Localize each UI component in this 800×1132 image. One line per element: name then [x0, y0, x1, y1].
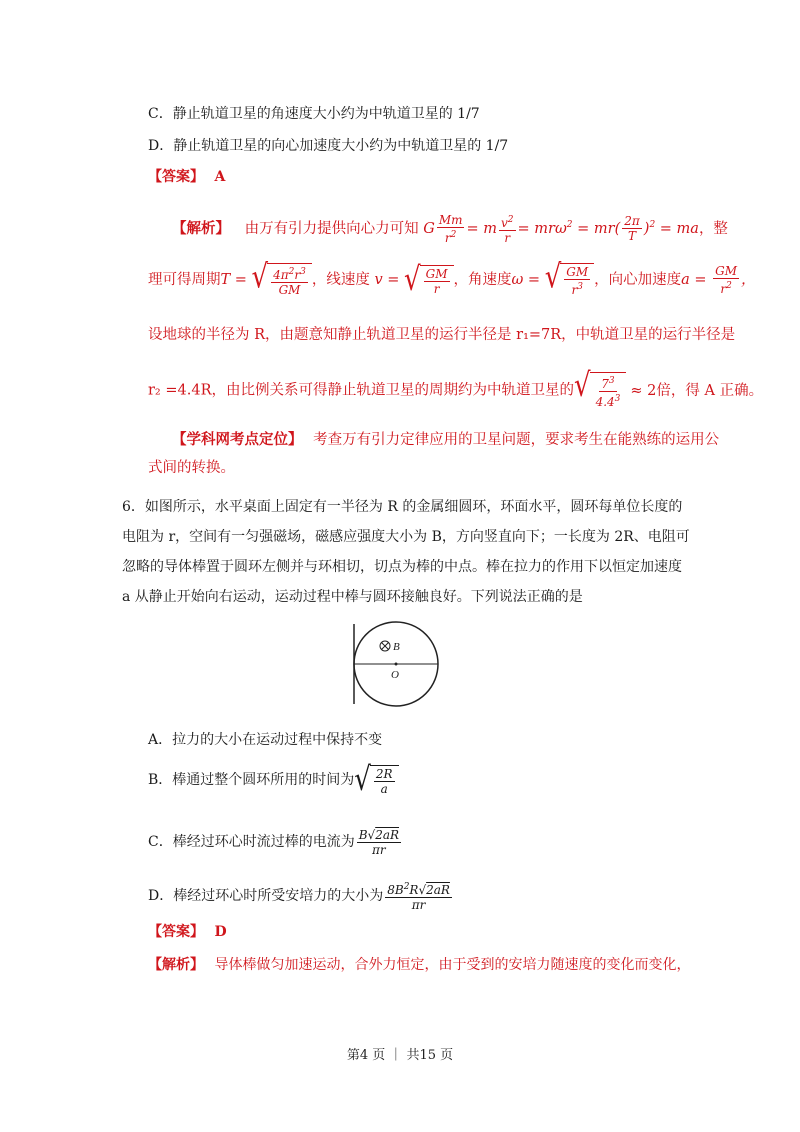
formula-time: √ $\frac{2R}{a}$	[354, 772, 398, 788]
answer-value: D	[214, 924, 227, 940]
answer-value: A	[214, 169, 226, 185]
q5-option-d: D．静止轨道卫星的向心加速度大小约为中轨道卫星的 1/7	[148, 138, 509, 154]
option-c-text: C．棒经过环心时流过棒的电流为	[148, 834, 355, 850]
formula-velocity: v = √ $\frac{GM}{r}$	[370, 272, 454, 288]
location-tag: 【学科网考点定位】	[172, 431, 303, 448]
q5-location-line-2: 式间的转换。	[148, 460, 235, 476]
q5-analysis-line-3: 设地球的半径为 R，由题意知静止轨道卫星的运行半径是 r₁=7R，中轨道卫星的运行半径是	[148, 327, 736, 343]
q6-option-c	[148, 822, 403, 862]
option-b-text: B．棒通过整个圆环所用的时间为	[148, 772, 355, 788]
q5-analysis-line-4	[148, 367, 764, 409]
q5-analysis-line-2	[148, 258, 756, 299]
analysis-text: ，向心加速度	[594, 272, 682, 288]
page-footer: 第4 页 ｜ 共15 页	[346, 1048, 454, 1063]
ring-rod-figure	[344, 620, 444, 710]
q6-option-b	[148, 760, 399, 800]
analysis-tag: 【解析】	[148, 957, 204, 973]
analysis-text: 理可得周期	[148, 272, 221, 288]
analysis-text: ，线速度	[311, 272, 370, 288]
q5-analysis-line-1	[172, 210, 728, 245]
answer-tag: 【答案】	[148, 169, 204, 185]
q6-stem-line-4: a 从静止开始向右运动，运动过程中棒与圆环接触良好。下列说法正确的是	[122, 589, 583, 605]
q6-stem-line-3: 忽略的导体棒置于圆环左侧并与环相切，切点为棒的中点。棒在拉力的作用下以恒定加速度	[122, 559, 682, 575]
formula-current: $\frac{B√2aR}{\pi r}$	[358, 827, 400, 857]
location-text: 考查万有引力定律应用的卫星问题，要求考生在能熟练的运用公	[313, 432, 720, 448]
analysis-text: 导体棒做匀加速运动，合外力恒定，由于受到的安培力随速度的变化而变化，	[214, 957, 691, 973]
q6-answer	[148, 922, 227, 942]
q5-location-line-1	[172, 430, 719, 450]
ring-center-dot	[395, 663, 398, 666]
formula-gravity: G $\frac{Mm}{r^2}$ = m $\frac{v^2}{r}$ = mrω$^2$ = mr( $\frac{2\pi}{T}$ )$^2$ = ma	[423, 212, 699, 245]
option-d-text: D．棒经过环心时所受安培力的大小为	[148, 888, 384, 904]
formula-period: T = √ $\frac{4\pi^2r^3}{GM}$	[221, 272, 312, 288]
q6-analysis-line-1	[148, 955, 690, 975]
label-b: B	[393, 641, 400, 653]
analysis-text-tail: ，整	[698, 220, 728, 237]
q6-stem-line-1: 6．如图所示，水平桌面上固定有一半径为 R 的金属细圆环，环面水平，圆环每单位长度的	[122, 499, 683, 515]
analysis-tag: 【解析】	[172, 219, 230, 237]
analysis-text: 由万有引力提供向心力可知	[244, 220, 419, 237]
analysis-text: ≈ 2倍，得 A 正确。	[630, 382, 764, 399]
q6-option-a: A．拉力的大小在运动过程中保持不变	[148, 732, 383, 748]
formula-force: $\frac{8B^2R√2aR}{\pi r}$	[387, 882, 450, 912]
analysis-text: ，角速度	[453, 272, 512, 288]
q6-stem-line-2: 电阻为 r，空间有一匀强磁场，磁感应强度大小为 B，方向竖直向下；一长度为 2R、电阻可	[122, 529, 690, 545]
formula-omega: ω = √ $\frac{GM}{r^3}$	[512, 272, 595, 288]
label-o: O	[391, 669, 399, 681]
analysis-text: r₂ =4.4R，由比例关系可得静止轨道卫星的周期约为中轨道卫星的	[148, 382, 574, 399]
q6-option-d	[148, 876, 454, 916]
q5-answer	[148, 167, 225, 187]
formula-ratio: √ $\frac{7^3}{4.4^3}$	[574, 383, 626, 399]
answer-tag: 【答案】	[148, 924, 204, 940]
formula-acceleration: a = $\frac{GM}{r^2}$ ，	[681, 264, 756, 296]
q5-option-c: C．静止轨道卫星的角速度大小约为中轨道卫星的 1/7	[148, 106, 480, 122]
